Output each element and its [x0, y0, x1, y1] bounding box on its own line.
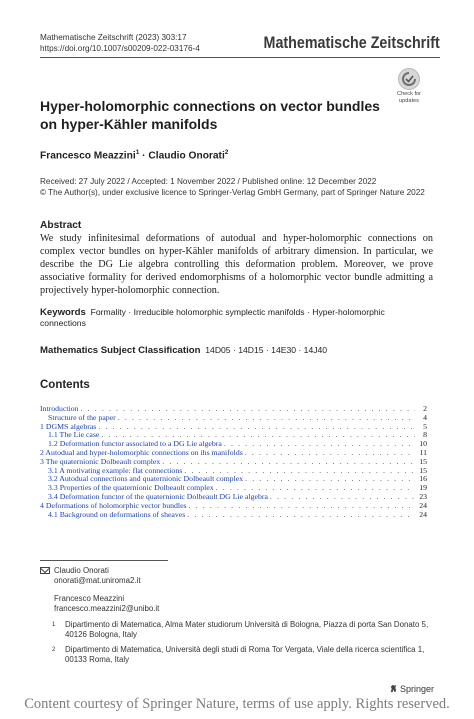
toc-entry-label[interactable]: 1 DGMS algebras — [40, 421, 97, 431]
check-updates-icon — [398, 68, 420, 90]
toc-entry-label[interactable]: 3.3 Properties of the quaternionic Dolbeault complex — [48, 483, 214, 493]
toc-entry-page: 16 — [419, 474, 427, 484]
affiliation-ref: 1 — [135, 149, 140, 156]
toc-leader-dots — [187, 511, 415, 520]
courtesy-watermark: Content courtesy of Springer Nature, terms of use apply. Rights reserved. — [24, 696, 450, 712]
keywords-text: Formality · Irreducible holomorphic symplectic manifolds · Hyper-holomorphic connections — [40, 307, 385, 328]
toc-leader-dots — [189, 502, 415, 511]
toc-entry-label[interactable]: Introduction — [40, 404, 79, 413]
keywords-label: Keywords — [40, 307, 86, 318]
publisher-logo — [389, 684, 434, 695]
msc-codes: 14D05 · 14D15 · 14E30 · 14J40 — [205, 345, 328, 355]
toc-entry-page: 8 — [423, 430, 427, 440]
contact-email[interactable]: onorati@mat.uniroma2.it — [54, 576, 141, 585]
toc-entry[interactable] — [40, 511, 427, 520]
toc-entry-label[interactable]: 3.4 Deformation functor of the quaternionic Dolbeault DG Lie algebra — [48, 491, 268, 501]
toc-entry-page: 19 — [419, 483, 427, 493]
toc-entry-label[interactable]: Structure of the paper — [48, 412, 116, 422]
toc-entry-page: 23 — [419, 491, 427, 501]
toc-entry-page: 15 — [419, 465, 427, 475]
publisher-name: Springer — [399, 684, 434, 694]
toc-leader-dots — [162, 458, 415, 467]
toc-entry-page: 24 — [419, 500, 427, 510]
citation-block — [40, 32, 200, 54]
affiliation-text: Dipartimento di Matematica, Università degli studi di Roma Tor Vergata, Viale della ricerca scientifica 1, 00133 Roma, Italy — [65, 645, 425, 664]
publication-dates — [40, 176, 425, 198]
contact-block — [40, 566, 159, 614]
springer-horse-icon — [389, 684, 398, 695]
abstract-heading: Abstract — [40, 220, 82, 231]
toc-entry-page: 10 — [419, 439, 427, 449]
copyright-line: © The Author(s), under exclusive licence to Springer-Verlag GmbH Germany, part of Springer Nature 2022 — [40, 188, 425, 197]
keywords — [40, 307, 433, 329]
contact-name: Francesco Meazzini — [54, 594, 125, 603]
toc-leader-dots — [245, 475, 415, 484]
citation-line: Mathematische Zeitschrift (2023) 303:17 — [40, 33, 187, 42]
doi-link[interactable]: https://doi.org/10.1007/s00209-022-03176-4 — [40, 44, 200, 53]
toc-leader-dots — [270, 493, 415, 502]
contact-email[interactable]: francesco.meazzini2@unibo.it — [54, 604, 160, 613]
toc-entry-label[interactable]: 3 The quaternionic Dolbeault complex — [40, 456, 161, 466]
toc-entry-page: 15 — [419, 456, 427, 466]
msc-classification — [40, 345, 327, 356]
toc-entry-page: 11 — [419, 447, 427, 457]
envelope-icon — [40, 567, 50, 574]
affiliation-2 — [40, 645, 435, 665]
author-separator: · — [139, 150, 149, 162]
check-updates-line2: updates — [399, 98, 419, 104]
affiliation-1 — [40, 620, 435, 640]
affiliation-number: 1 — [52, 622, 56, 628]
toc-entry-label[interactable]: 3.1 A motivating example: flat connections — [48, 465, 183, 475]
toc-leader-dots — [224, 440, 415, 449]
footnote-divider — [40, 560, 168, 561]
paper-title: Hyper-holomorphic connections on vector bundles on hyper-Kähler manifolds — [40, 98, 380, 132]
author-name[interactable]: Francesco Meazzini — [40, 150, 136, 162]
affiliation-text: Dipartimento di Matematica, Alma Mater studiorum Università di Bologna, Piazza di porta San Donato 5, 40126 Bologna, Italy — [65, 620, 429, 639]
toc-entry-label[interactable]: 4.1 Background on deformations of sheaves — [48, 509, 186, 519]
toc-entry-page: 24 — [419, 509, 427, 519]
toc-entry[interactable] — [40, 414, 427, 423]
header-divider — [40, 57, 440, 58]
toc-leader-dots — [81, 405, 415, 414]
toc-entry-label[interactable]: 1.1 The Lie case — [48, 430, 100, 440]
toc-entry-page: 2 — [423, 404, 427, 413]
author-name[interactable]: Claudio Onorati — [148, 150, 225, 162]
contents-heading: Contents — [40, 379, 90, 391]
toc-entry-label[interactable]: 4 Deformations of holomorphic vector bundles — [40, 500, 187, 510]
author-list — [40, 149, 228, 161]
toc-entry-page: 5 — [423, 421, 427, 431]
toc-leader-dots — [245, 449, 415, 458]
contact-name: Claudio Onorati — [54, 566, 109, 575]
check-updates-line1: Check for — [397, 91, 421, 97]
toc-leader-dots — [98, 423, 415, 432]
check-for-updates-badge[interactable] — [392, 68, 426, 104]
affiliation-ref: 2 — [224, 149, 229, 156]
journal-name: Mathematische Zeitschrift — [263, 33, 440, 52]
toc-entry-page: 4 — [423, 412, 427, 422]
toc-entry-label[interactable]: 1.2 Deformation functor associated to a DG Lie algebra — [48, 439, 222, 449]
affiliation-number: 2 — [52, 647, 56, 653]
history-line: Received: 27 July 2022 / Accepted: 1 November 2022 / Published online: 12 December 2022 — [40, 177, 377, 186]
table-of-contents — [40, 405, 427, 519]
toc-leader-dots — [118, 414, 415, 423]
msc-label: Mathematics Subject Classification — [40, 345, 201, 356]
abstract-text: We study infinitesimal deformations of autodual and hyper-holomorphic connections on complex vector bundles on hyper-Kähler manifolds of arbitrary dimension. In particular, we describe the DG Lie algebra controlling this deformation problem. Moreover, we prove associative formality for derived endomorphisms of a holomorphic vector bundle admitting a projectively hyper-holomorphic connection. — [40, 233, 433, 296]
toc-entry-label[interactable]: 2 Autodual and hyper-holomorphic connections on ihs manifolds — [40, 447, 243, 457]
toc-entry-label[interactable]: 3.2 Autodual connections and quaternionic Dolbeault complex — [48, 474, 244, 484]
